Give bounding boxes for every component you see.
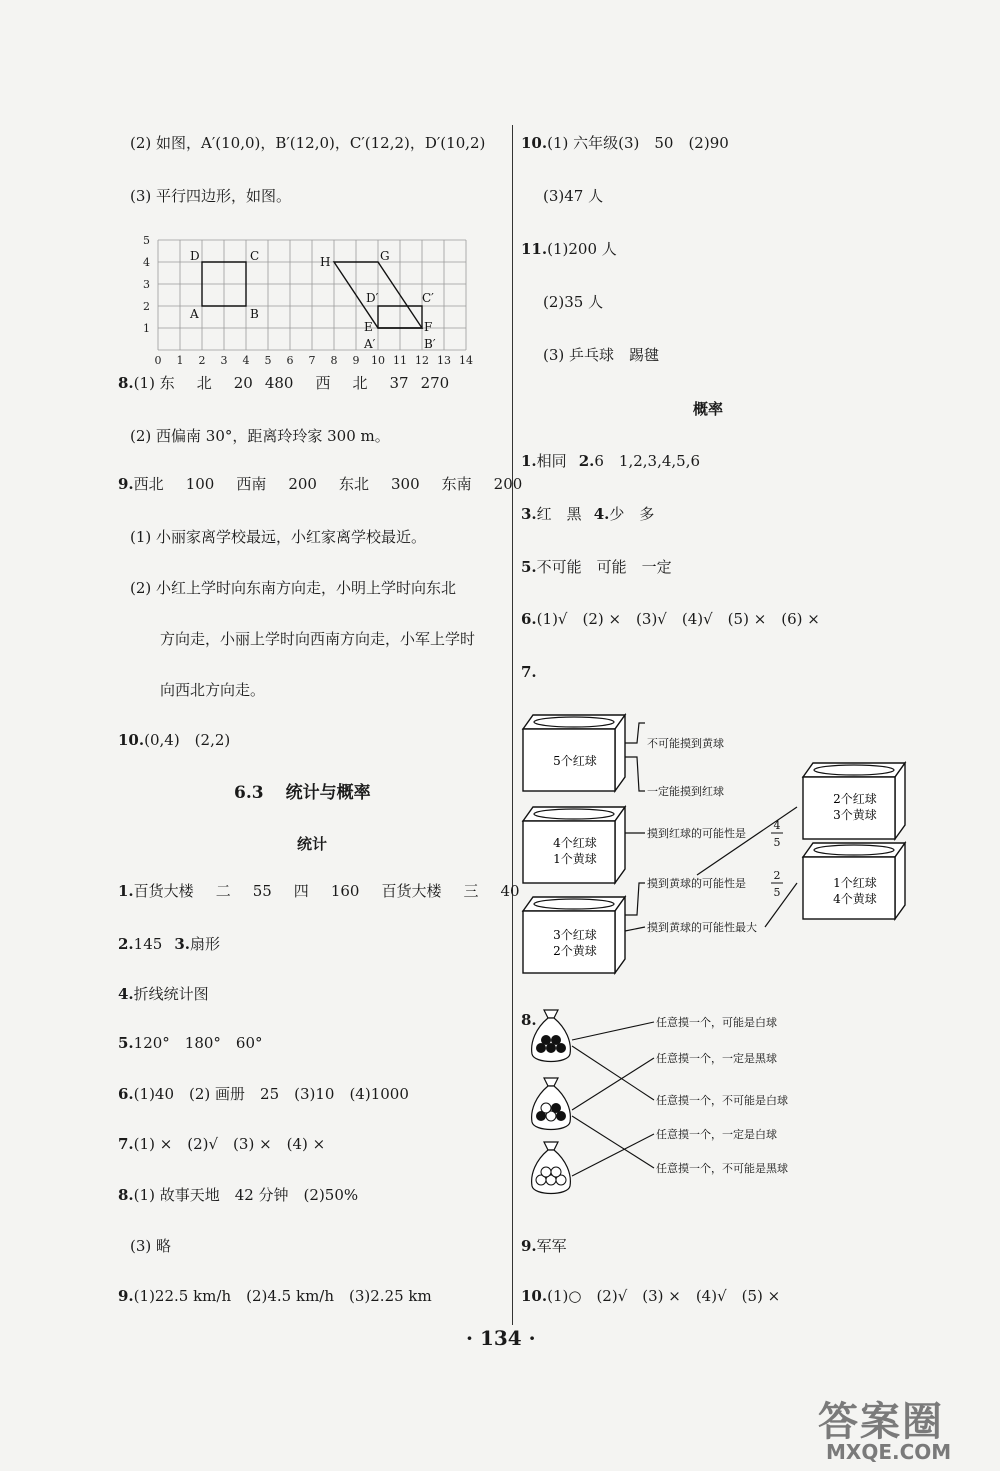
stats-answer-7: 7.(1) × (2)√ (3) × (4) × [118,1135,326,1153]
bag-label-3: 任意摸一个，不可能是白球 [656,1094,788,1107]
bag-label-1: 任意摸一个，可能是白球 [656,1016,777,1029]
prob-answer-6: 6.(1)√ (2) × (3)√ (4)√ (5) × (6) × [521,610,820,628]
subheading-statistics: 统计 [297,835,328,853]
prob-answer-1-2: 1.相同 2.6 1,2,3,4,5,6 [521,452,701,470]
svg-text:5个红球: 5个红球 [553,754,597,768]
stats-answer-9: 9.(1)22.5 km/h (2)4.5 km/h (3)2.25 km [118,1287,432,1305]
answer-r11: 11.(1)200 人 [521,240,617,258]
box-2 [523,807,625,883]
x-tick-label: 7 [308,354,316,367]
svg-text:1个红球: 1个红球 [833,876,877,890]
bags-matching-diagram [530,1000,850,1205]
label-impossible-yellow: 不可能摸到黄球 [647,737,724,750]
coordinate-grid [140,228,480,368]
stats-answer-6: 6.(1)40 (2) 画册 25 (3)10 (4)1000 [118,1085,409,1103]
x-tick-label: 6 [286,354,294,367]
label-C-prime: C′ [422,291,434,305]
box-4 [803,763,905,839]
x-tick-label: 1 [176,354,184,367]
answer-9-2b: 方向走，小丽上学时向西南方向走，小军上学时 [160,630,476,648]
answer-9-1: (1) 小丽家离学校最远，小红家离学校最近。 [130,528,427,546]
watermark-logo: 答案圈 [818,1399,944,1445]
stats-answer-1: 1.百货大楼 二 55 四 160 百货大楼 三 40 [118,882,520,900]
fraction-numerator-1: 4 [773,819,781,832]
svg-text:1个黄球: 1个黄球 [553,852,597,866]
column-divider [512,125,513,1325]
label-H: H [320,255,331,269]
box-1 [523,715,625,791]
y-tick-label: 4 [143,256,150,269]
x-tick-label: 8 [330,354,338,367]
answer-r11-3: (3) 乒乓球 踢毽 [543,346,660,364]
bag-label-4: 任意摸一个，一定是白球 [656,1128,777,1141]
label-red-probability: 摸到红球的可能性是 [647,827,746,840]
box-5 [803,843,905,919]
bag-3 [532,1142,571,1194]
x-tick-label: 10 [371,354,385,367]
svg-text:3个红球: 3个红球 [553,928,597,942]
fraction-denominator-1: 5 [773,836,781,849]
x-tick-label: 5 [264,354,272,367]
svg-text:2个黄球: 2个黄球 [553,944,597,958]
x-tick-label: 13 [437,354,451,367]
answer-line: (3) 平行四边形，如图。 [130,187,292,205]
bag-label-2: 任意摸一个，一定是黑球 [656,1052,777,1065]
watermark-url: MXQE.COM [826,1440,952,1464]
bag-label-5: 任意摸一个，不可能是黑球 [656,1162,788,1175]
answer-9: 9.西北 100 西南 200 东北 300 东南 200 [118,475,523,493]
x-tick-label: 11 [393,354,407,367]
boxes-matching-diagram [515,705,915,985]
y-tick-label: 1 [143,322,150,335]
answer-9-2a: (2) 小红上学时向东南方向走，小明上学时向东北 [130,579,457,597]
bag-2 [532,1078,571,1130]
bag-1 [532,1010,571,1062]
answer-8-2: (2) 西偏南 30°，距离玲玲家 300 m。 [130,427,390,445]
label-D-prime: D′ [366,291,379,305]
fraction-denominator-2: 5 [773,886,781,899]
x-tick-label: 9 [352,354,360,367]
label-D: D [190,249,200,263]
section-heading: 6.3 统计与概率 [234,783,371,803]
prob-answer-10: 10.(1)○ (2)√ (3) × (4)√ (5) × [521,1287,781,1305]
answer-r10: 10.(1) 六年级(3) 50 (2)90 [521,134,729,152]
answer-r10-3: (3)47 人 [543,187,604,205]
label-E: E [364,320,373,334]
svg-text:3个黄球: 3个黄球 [833,808,877,822]
stats-answer-8-3: (3) 略 [130,1237,172,1255]
x-tick-label: 3 [220,354,228,367]
stats-answer-2-3: 2.145 3.扇形 [118,935,220,953]
x-tick-label: 4 [242,354,250,367]
prob-answer-5: 5.不可能 可能 一定 [521,558,672,576]
x-tick-label: 2 [198,354,206,367]
fraction-numerator-2: 2 [773,869,781,882]
stats-answer-5: 5.120° 180° 60° [118,1034,263,1052]
label-A: A [190,307,199,321]
answer-r11-2: (2)35 人 [543,293,604,311]
answer-9-2c: 向西北方向走。 [160,681,266,699]
page-number: · 134 · [466,1326,536,1350]
y-tick-label: 5 [143,234,150,247]
label-C: C [250,249,260,263]
box-3 [523,897,625,973]
label-G: G [380,249,390,263]
stats-answer-4: 4.折线统计图 [118,985,209,1003]
svg-text:2个红球: 2个红球 [833,792,877,806]
answer-line: (2) 如图，A′(10,0)，B′(12,0)，C′(12,2)，D′(10,2) [130,134,486,152]
answer-8: 8.(1) 东 北 20 480 西 北 37 270 [118,374,450,392]
label-B-prime: B′ [424,337,436,351]
label-yellow-probability: 摸到黄球的可能性是 [647,877,746,890]
x-tick-label: 14 [459,354,473,367]
x-tick-label: 0 [154,354,162,367]
prob-answer-8-num: 8. [521,1011,537,1029]
label-A-prime: A′ [364,337,376,351]
y-tick-label: 3 [143,278,150,291]
x-tick-label: 12 [415,354,429,367]
prob-answer-3-4: 3.红 黑 4.少 多 [521,505,655,523]
label-B: B [250,307,259,321]
answer-10: 10.(0,4) (2,2) [118,731,231,749]
label-F: F [424,320,433,334]
svg-text:4个黄球: 4个黄球 [833,892,877,906]
svg-text:4个红球: 4个红球 [553,836,597,850]
subheading-probability: 概率 [693,400,724,418]
label-yellow-most-likely: 摸到黄球的可能性最大 [647,921,757,934]
label-certain-red: 一定能摸到红球 [647,785,724,798]
y-tick-label: 2 [143,300,150,313]
prob-answer-9: 9.军军 [521,1237,567,1255]
stats-answer-8: 8.(1) 故事天地 42 分钟 (2)50% [118,1186,359,1204]
prob-answer-7-num: 7. [521,663,537,681]
